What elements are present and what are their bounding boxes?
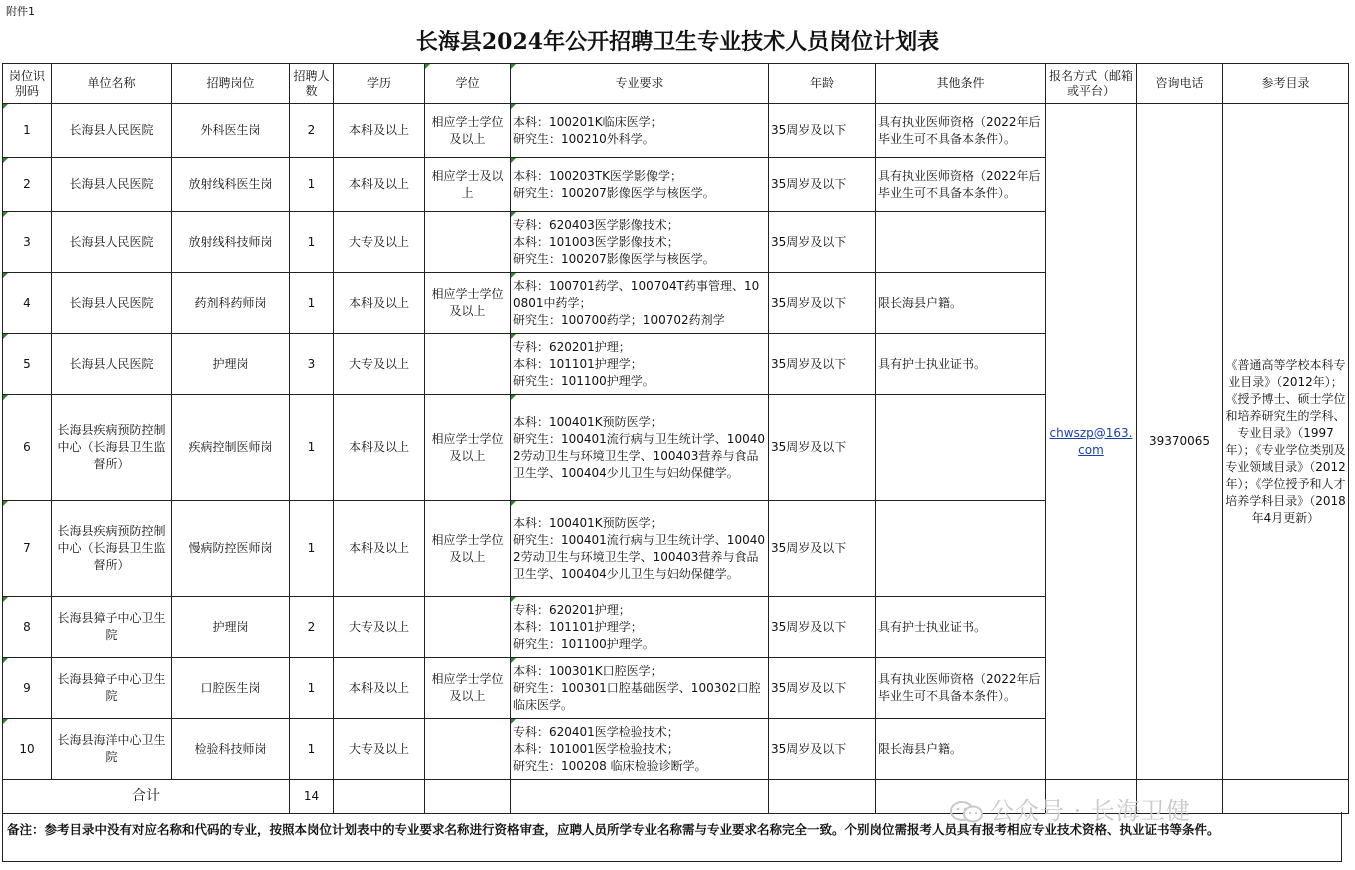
cell-unit[interactable]: 长海县疾病预防控制中心（长海县卫生监督所） — [52, 501, 172, 597]
cell-major[interactable]: 本科：100701药学、100704T药事管理、100801中药学； 研究生：100700药学；100702药剂学 — [511, 273, 769, 334]
cell-count[interactable]: 1 — [290, 658, 334, 719]
cell-other[interactable]: 限长海县户籍。 — [876, 273, 1046, 334]
cell-age[interactable]: 35周岁及以下 — [769, 158, 876, 212]
cell-code[interactable]: 5 — [3, 334, 52, 395]
total-count[interactable]: 14 — [290, 780, 334, 814]
empty-cell[interactable] — [1223, 780, 1349, 814]
cell-degree[interactable] — [425, 212, 511, 273]
cell-other[interactable]: 限长海县户籍。 — [876, 719, 1046, 780]
cell-degree[interactable]: 相应学士学位及以上 — [425, 273, 511, 334]
cell-degree[interactable] — [425, 597, 511, 658]
header-major[interactable]: 专业要求 — [511, 64, 769, 104]
cell-degree[interactable]: 相应学士学位及以上 — [425, 501, 511, 597]
table-row — [3, 104, 1349, 158]
header-apply[interactable]: 报名方式（邮箱或平台） — [1046, 64, 1137, 104]
cell-age[interactable]: 35周岁及以下 — [769, 658, 876, 719]
cell-major[interactable]: 本科：100203TK医学影像学； 研究生：100207影像医学与核医学。 — [511, 158, 769, 212]
cell-age[interactable]: 35周岁及以下 — [769, 273, 876, 334]
cell-degree[interactable] — [425, 334, 511, 395]
cell-unit[interactable]: 长海县人民医院 — [52, 104, 172, 158]
header-edu[interactable]: 学历 — [334, 64, 425, 104]
header-code[interactable]: 岗位识别码 — [3, 64, 52, 104]
cell-major[interactable]: 专科：620403医学影像技术； 本科：101003医学影像技术； 研究生：100207影像医学与核医学。 — [511, 212, 769, 273]
cell-unit[interactable]: 长海县獐子中心卫生院 — [52, 658, 172, 719]
header-unit[interactable]: 单位名称 — [52, 64, 172, 104]
cell-count[interactable]: 2 — [290, 104, 334, 158]
cell-other[interactable] — [876, 501, 1046, 597]
cell-degree[interactable]: 相应学士学位及以上 — [425, 658, 511, 719]
cell-code[interactable]: 7 — [3, 501, 52, 597]
cell-code[interactable]: 2 — [3, 158, 52, 212]
cell-post[interactable]: 外科医生岗 — [172, 104, 290, 158]
cell-count[interactable]: 1 — [290, 501, 334, 597]
cell-post[interactable]: 口腔医生岗 — [172, 658, 290, 719]
cell-other[interactable]: 具有执业医师资格（2022年后毕业生可不具备本条件）。 — [876, 158, 1046, 212]
cell-count[interactable]: 1 — [290, 273, 334, 334]
cell-degree[interactable]: 相应学士学位及以上 — [425, 104, 511, 158]
cell-edu[interactable]: 本科及以上 — [334, 395, 425, 501]
apply-email-link[interactable]: chwszp@163.com — [1046, 104, 1137, 780]
cell-edu[interactable]: 本科及以上 — [334, 658, 425, 719]
cell-post[interactable]: 放射线科技师岗 — [172, 212, 290, 273]
header-other[interactable]: 其他条件 — [876, 64, 1046, 104]
cell-edu[interactable]: 大专及以上 — [334, 334, 425, 395]
cell-age[interactable]: 35周岁及以下 — [769, 719, 876, 780]
reference-catalog-cell[interactable]: 《普通高等学校本科专业目录》（2012年）；《授予博士、硕士学位和培养研究生的学科、专业目录》（1997年）；《专业学位类别及专业领域目录》（2012年）；《学位授予和人才培养学科目录》（2018年4月更新） — [1223, 104, 1349, 780]
cell-major[interactable]: 专科：620401医学检验技术； 本科：101001医学检验技术； 研究生：100208 临床检验诊断学。 — [511, 719, 769, 780]
cell-post[interactable]: 疾病控制医师岗 — [172, 395, 290, 501]
header-post[interactable]: 招聘岗位 — [172, 64, 290, 104]
cell-post[interactable]: 护理岗 — [172, 597, 290, 658]
cell-other[interactable] — [876, 212, 1046, 273]
cell-major[interactable]: 本科：100201K临床医学； 研究生：100210外科学。 — [511, 104, 769, 158]
cell-age[interactable]: 35周岁及以下 — [769, 501, 876, 597]
cell-count[interactable]: 1 — [290, 212, 334, 273]
cell-other[interactable]: 具有执业医师资格（2022年后毕业生可不具备本条件）。 — [876, 104, 1046, 158]
attachment-label: 附件1 — [6, 5, 35, 18]
header-row — [3, 64, 1349, 104]
cell-count[interactable]: 1 — [290, 719, 334, 780]
cell-unit[interactable]: 长海县人民医院 — [52, 212, 172, 273]
cell-age[interactable]: 35周岁及以下 — [769, 395, 876, 501]
cell-edu[interactable]: 大专及以上 — [334, 719, 425, 780]
cell-post[interactable]: 药剂科药师岗 — [172, 273, 290, 334]
header-count[interactable]: 招聘人数 — [290, 64, 334, 104]
cell-unit[interactable]: 长海县人民医院 — [52, 334, 172, 395]
cell-code[interactable]: 6 — [3, 395, 52, 501]
cell-degree[interactable]: 相应学士及以上 — [425, 158, 511, 212]
cell-major[interactable]: 本科：100401K预防医学； 研究生：100401流行病与卫生统计学、100402劳动卫生与环境卫生学、100403营养与食品卫生学、100404少儿卫生与妇幼保健学。 — [511, 395, 769, 501]
cell-code[interactable]: 8 — [3, 597, 52, 658]
watermark-text: 公众号 · 长海卫健 — [990, 797, 1191, 825]
cell-code[interactable]: 10 — [3, 719, 52, 780]
cell-unit[interactable]: 长海县人民医院 — [52, 158, 172, 212]
cell-code[interactable]: 3 — [3, 212, 52, 273]
cell-post[interactable]: 检验科技师岗 — [172, 719, 290, 780]
cell-code[interactable]: 4 — [3, 273, 52, 334]
cell-count[interactable]: 1 — [290, 395, 334, 501]
cell-major[interactable]: 专科：620201护理； 本科：101101护理学； 研究生：101100护理学。 — [511, 334, 769, 395]
cell-major[interactable]: 专科：620201护理； 本科：101101护理学； 研究生：101100护理学。 — [511, 597, 769, 658]
cell-age[interactable]: 35周岁及以下 — [769, 212, 876, 273]
cell-count[interactable]: 1 — [290, 158, 334, 212]
cell-edu[interactable]: 大专及以上 — [334, 212, 425, 273]
cell-other[interactable]: 具有执业医师资格（2022年后毕业生可不具备本条件）。 — [876, 658, 1046, 719]
page-title: 长海县2024年公开招聘卫生专业技术人员岗位计划表 — [415, 29, 940, 55]
total-label: 合计 — [3, 780, 290, 814]
footnote: 备注：参考目录中没有对应名称和代码的专业，按照本岗位计划表中的专业要求名称进行资格审查，应聘人员所学专业名称需与专业要求名称完全一致。个别岗位需报考人员具有报考相应专业技术资格、执业证书等条件。 — [2, 812, 1342, 862]
phone-cell[interactable]: 39370065 — [1137, 104, 1223, 780]
cell-age[interactable]: 35周岁及以下 — [769, 104, 876, 158]
cell-edu[interactable]: 本科及以上 — [334, 158, 425, 212]
header-phone[interactable]: 咨询电话 — [1137, 64, 1223, 104]
cell-age[interactable]: 35周岁及以下 — [769, 597, 876, 658]
cell-other[interactable]: 具有护士执业证书。 — [876, 334, 1046, 395]
cell-edu[interactable]: 本科及以上 — [334, 273, 425, 334]
cell-edu[interactable]: 本科及以上 — [334, 501, 425, 597]
empty-cell[interactable] — [769, 780, 876, 814]
cell-major[interactable]: 本科：100401K预防医学； 研究生：100401流行病与卫生统计学、100402劳动卫生与环境卫生学、100403营养与食品卫生学、100404少儿卫生与妇幼保健学。 — [511, 501, 769, 597]
cell-age[interactable]: 35周岁及以下 — [769, 334, 876, 395]
cell-degree[interactable] — [425, 719, 511, 780]
cell-post[interactable]: 放射线科医生岗 — [172, 158, 290, 212]
cell-other[interactable] — [876, 395, 1046, 501]
empty-cell[interactable] — [425, 780, 511, 814]
cell-edu[interactable]: 本科及以上 — [334, 104, 425, 158]
cell-edu[interactable]: 大专及以上 — [334, 597, 425, 658]
header-age[interactable]: 年龄 — [769, 64, 876, 104]
cell-count[interactable]: 3 — [290, 334, 334, 395]
cell-count[interactable]: 2 — [290, 597, 334, 658]
cell-unit[interactable]: 长海县疾病预防控制中心（长海县卫生监督所） — [52, 395, 172, 501]
cell-post[interactable]: 慢病防控医师岗 — [172, 501, 290, 597]
empty-cell[interactable] — [334, 780, 425, 814]
cell-degree[interactable]: 相应学士学位及以上 — [425, 395, 511, 501]
cell-unit[interactable]: 长海县獐子中心卫生院 — [52, 597, 172, 658]
cell-major[interactable]: 本科：100301K口腔医学； 研究生：100301口腔基础医学、100302口腔临床医学。 — [511, 658, 769, 719]
cell-unit[interactable]: 长海县人民医院 — [52, 273, 172, 334]
cell-code[interactable]: 9 — [3, 658, 52, 719]
recruitment-table — [2, 63, 1349, 814]
header-degree[interactable]: 学位 — [425, 64, 511, 104]
cell-post[interactable]: 护理岗 — [172, 334, 290, 395]
empty-cell[interactable] — [511, 780, 769, 814]
cell-code[interactable]: 1 — [3, 104, 52, 158]
cell-unit[interactable]: 长海县海洋中心卫生院 — [52, 719, 172, 780]
cell-other[interactable]: 具有护士执业证书。 — [876, 597, 1046, 658]
header-ref[interactable]: 参考目录 — [1223, 64, 1349, 104]
